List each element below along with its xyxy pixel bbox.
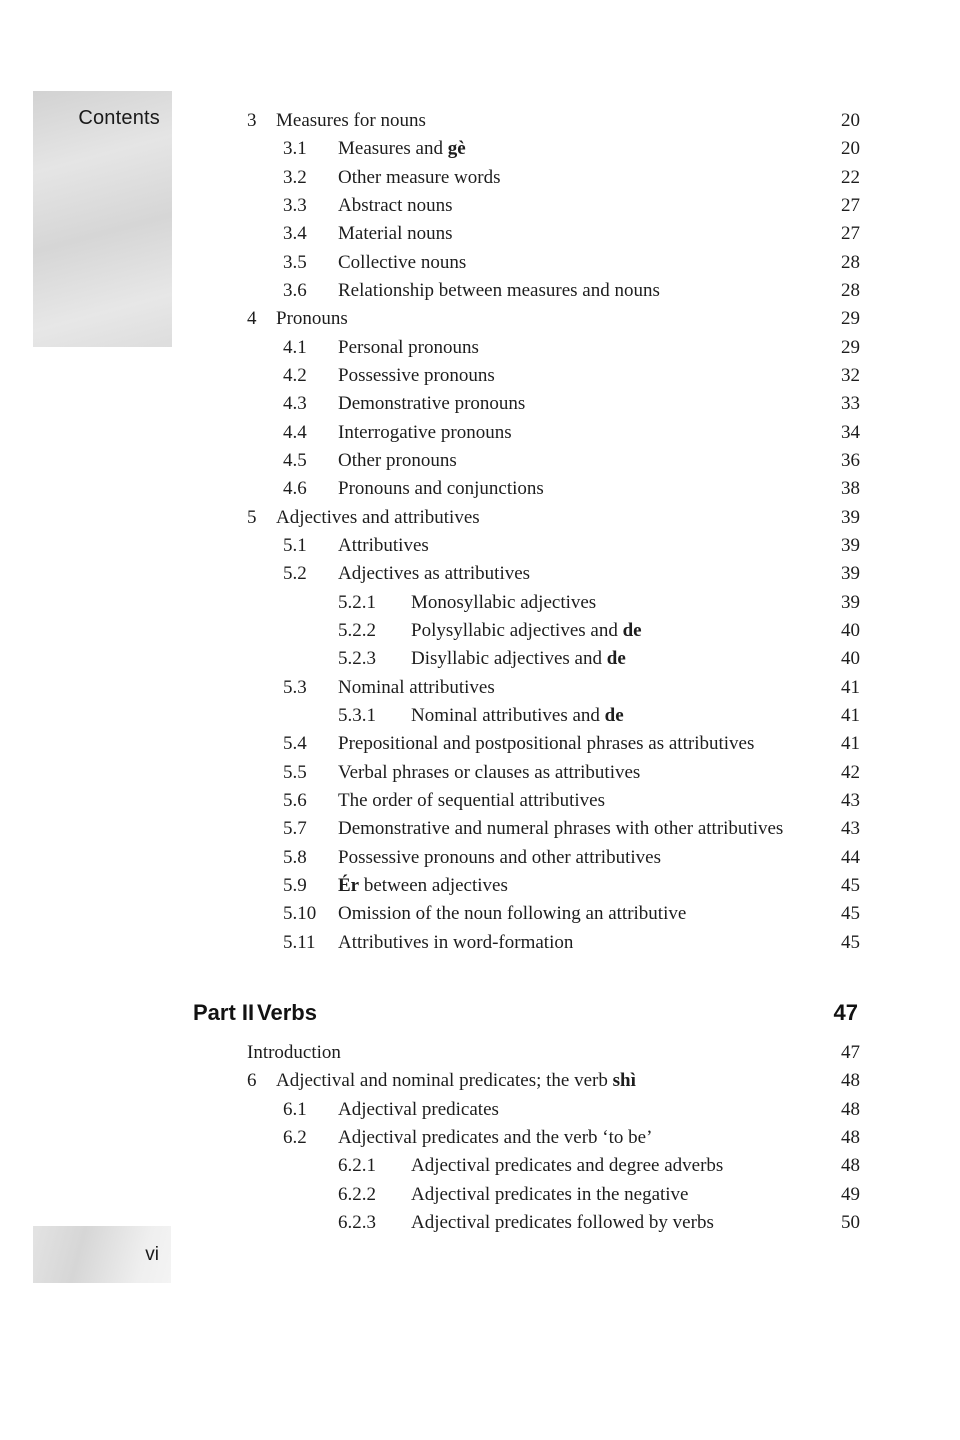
footer-page-tab-box xyxy=(33,1226,171,1283)
toc-entry xyxy=(247,220,860,248)
toc-entry-title: Measures and gè xyxy=(338,138,466,160)
toc-entry-number: 5.2 xyxy=(283,563,307,585)
toc-entry-number: 3.2 xyxy=(283,166,307,188)
toc-entry xyxy=(247,1124,860,1152)
toc-entry-page: 40 xyxy=(841,648,860,670)
toc-entry-number: 3.3 xyxy=(283,194,307,216)
toc-entry xyxy=(247,759,860,787)
toc-entry-page: 39 xyxy=(841,563,860,585)
bold-pinyin-term: Ér xyxy=(338,874,360,896)
toc-entry-page: 40 xyxy=(841,619,860,641)
toc-entry-title: Adjectival predicates followed by verbs xyxy=(411,1211,714,1233)
toc-entry xyxy=(247,447,860,475)
toc-entry-page: 39 xyxy=(841,534,860,556)
toc-entry-number: 5.5 xyxy=(283,761,307,783)
toc-entry-title: Adjectives as attributives xyxy=(338,563,531,585)
toc-entry-number: 5.3.1 xyxy=(338,704,376,726)
toc-entry-number: 3.5 xyxy=(283,251,307,273)
toc-entry xyxy=(247,107,860,135)
toc-entry-title: Nominal attributives xyxy=(338,676,495,698)
toc-entry-title: Pronouns and conjunctions xyxy=(338,478,544,500)
toc-entry xyxy=(247,419,860,447)
toc-entry-title: Collective nouns xyxy=(338,251,467,273)
toc-entry xyxy=(247,872,860,900)
toc-entry-number: 6.1 xyxy=(283,1098,307,1120)
toc-entry xyxy=(247,277,860,305)
toc-entry-title: Adjectival predicates in the negative xyxy=(411,1183,689,1205)
toc-entry-title: Other measure words xyxy=(338,166,501,188)
toc-entry-page: 43 xyxy=(841,789,860,811)
toc-entry-page: 39 xyxy=(841,506,860,528)
toc-entry-title: Nominal attributives and de xyxy=(411,704,624,726)
toc-entry-page: 29 xyxy=(841,336,860,358)
toc-entry xyxy=(247,645,860,673)
toc-entry-number: 6.2.3 xyxy=(338,1211,376,1233)
toc-entry xyxy=(247,1039,860,1067)
toc-entry-page: 34 xyxy=(841,421,860,443)
toc-entry-title: Attributives in word-formation xyxy=(338,931,574,953)
part-heading-label: Part II xyxy=(193,1000,255,1025)
toc-entry-page: 22 xyxy=(841,166,860,188)
toc-entry-number: 4 xyxy=(247,308,257,330)
toc-entry xyxy=(247,815,860,843)
toc-entry-page: 20 xyxy=(841,110,860,131)
toc-entry-page: 20 xyxy=(841,138,860,160)
toc-entry xyxy=(247,1181,860,1209)
toc-entry-title: Attributives xyxy=(338,534,429,556)
toc-entry xyxy=(247,192,860,220)
toc-entry-number: 5.6 xyxy=(283,789,307,811)
toc-entry xyxy=(247,1152,860,1180)
toc-entry xyxy=(247,1067,860,1095)
toc-entry-title: Disyllabic adjectives and de xyxy=(411,648,626,670)
toc-entry-page: 47 xyxy=(841,1042,860,1063)
toc-entry xyxy=(247,504,860,532)
toc-entry-number: 6.2 xyxy=(283,1126,307,1148)
toc-entry-title: Adjectival and nominal predicates; the verb shì xyxy=(276,1070,636,1092)
part-heading-row xyxy=(193,999,858,1026)
toc-entry-page: 45 xyxy=(841,931,860,953)
bold-pinyin-term: shì xyxy=(612,1070,636,1092)
toc-entry-page: 45 xyxy=(841,874,860,896)
toc-entry-title: Prepositional and postpositional phrases as attributives xyxy=(338,733,755,755)
toc-entry-number: 4.2 xyxy=(283,364,307,386)
toc-entry-number: 4.1 xyxy=(283,336,307,358)
toc-entry-title: Introduction xyxy=(247,1042,341,1063)
toc-entry xyxy=(247,730,860,758)
toc-entry-page: 43 xyxy=(841,818,860,840)
toc-entry-number: 6.2.2 xyxy=(338,1183,376,1205)
toc-entry-page: 42 xyxy=(841,761,860,783)
toc-entry-number: 4.3 xyxy=(283,393,307,415)
toc-entry-number: 5.2.3 xyxy=(338,648,376,670)
contents-label: Contents xyxy=(78,107,160,129)
toc-entry xyxy=(247,787,860,815)
toc-entry-number: 5.8 xyxy=(283,846,307,868)
toc-entry-page: 48 xyxy=(841,1070,860,1092)
toc-entry-page: 28 xyxy=(841,251,860,273)
toc-entry xyxy=(247,844,860,872)
toc-entry-title: Adjectival predicates xyxy=(338,1098,499,1120)
toc-entry xyxy=(247,475,860,503)
bold-pinyin-term: gè xyxy=(447,138,466,160)
toc-entry-title: Polysyllabic adjectives and de xyxy=(411,619,642,641)
toc-entry-page: 48 xyxy=(841,1098,860,1120)
toc-entry-number: 6.2.1 xyxy=(338,1155,376,1177)
toc-entry xyxy=(247,532,860,560)
page-number-label: vi xyxy=(145,1243,159,1265)
bold-pinyin-term: de xyxy=(606,648,626,670)
toc-entry xyxy=(247,674,860,702)
toc-entry-page: 50 xyxy=(841,1211,860,1233)
toc-part2-list xyxy=(247,1039,860,1237)
contents-tab-box xyxy=(33,91,172,347)
toc-entry-title: Interrogative pronouns xyxy=(338,421,512,443)
toc-entry-title: Possessive pronouns and other attributives xyxy=(338,846,661,868)
toc-entry-title: Pronouns xyxy=(276,308,348,330)
toc-entry xyxy=(247,702,860,730)
toc-entry-title: Material nouns xyxy=(338,223,453,245)
toc-entry-title: Measures for nouns xyxy=(276,110,426,131)
part-heading-page: 47 xyxy=(833,1000,858,1025)
toc-entry-number: 5.9 xyxy=(283,874,307,896)
toc-entry-number: 5 xyxy=(247,506,257,528)
toc-entry-number: 5.7 xyxy=(283,818,307,840)
toc-entry-number: 3.4 xyxy=(283,223,307,245)
bold-pinyin-term: de xyxy=(604,704,624,726)
toc-entry-page: 48 xyxy=(841,1126,860,1148)
toc-entry-title: Abstract nouns xyxy=(338,194,453,216)
toc-entry-page: 38 xyxy=(841,478,860,500)
toc-entry-page: 41 xyxy=(841,733,860,755)
toc-entry-page: 27 xyxy=(841,223,860,245)
toc-entry-number: 4.5 xyxy=(283,449,307,471)
toc-entry xyxy=(247,135,860,163)
toc-entry-title: Adjectival predicates and degree adverbs xyxy=(411,1155,724,1177)
toc-entry xyxy=(247,900,860,928)
toc-part1-list xyxy=(247,107,860,957)
toc-entry-page: 41 xyxy=(841,676,860,698)
toc-entry-title: Adjectival predicates and the verb ‘to be’ xyxy=(338,1126,653,1148)
toc-entry-title: Adjectives and attributives xyxy=(276,506,480,528)
toc-entry-page: 45 xyxy=(841,903,860,925)
toc-entry-title: Other pronouns xyxy=(338,449,457,471)
toc-entry-title: Omission of the noun following an attributive xyxy=(338,903,687,925)
toc-entry-page: 41 xyxy=(841,704,860,726)
toc-entry xyxy=(247,1096,860,1124)
toc-entry-number: 3.1 xyxy=(283,138,307,160)
toc-entry xyxy=(247,617,860,645)
toc-entry-number: 3.6 xyxy=(283,279,307,301)
toc-entry xyxy=(247,362,860,390)
toc-entry-page: 29 xyxy=(841,308,860,330)
toc-entry-number: 5.10 xyxy=(283,903,317,925)
toc-entry-title: Verbal phrases or clauses as attributives xyxy=(338,761,641,783)
toc-entry xyxy=(247,164,860,192)
toc-entry-page: 44 xyxy=(841,846,860,868)
toc-entry xyxy=(247,589,860,617)
toc-entry xyxy=(247,929,860,957)
toc-entry xyxy=(247,560,860,588)
toc-entry-page: 27 xyxy=(841,194,860,216)
bold-pinyin-term: de xyxy=(622,619,642,641)
toc-entry-page: 49 xyxy=(841,1183,860,1205)
toc-entry-number: 5.2.2 xyxy=(338,619,376,641)
toc-entry xyxy=(247,390,860,418)
toc-entry-page: 39 xyxy=(841,591,860,613)
toc-entry-page: 48 xyxy=(841,1155,860,1177)
toc-entry-title: Demonstrative pronouns xyxy=(338,393,526,415)
part-heading-title: Verbs xyxy=(257,1000,317,1025)
toc-entry-page: 36 xyxy=(841,449,860,471)
toc-entry-number: 4.6 xyxy=(283,478,307,500)
toc-entry xyxy=(247,1209,860,1237)
toc-entry xyxy=(247,305,860,333)
toc-entry-number: 5.4 xyxy=(283,733,307,755)
toc-entry-title: Personal pronouns xyxy=(338,336,479,358)
toc-entry-number: 5.1 xyxy=(283,534,307,556)
toc-entry-page: 33 xyxy=(841,393,860,415)
toc-entry-number: 5.3 xyxy=(283,676,307,698)
toc-entry-number: 6 xyxy=(247,1070,257,1092)
toc-entry-number: 4.4 xyxy=(283,421,307,443)
toc-entry-page: 32 xyxy=(841,364,860,386)
toc-entry xyxy=(247,334,860,362)
toc-entry-title: Ér between adjectives xyxy=(338,874,508,896)
toc-entry-title: The order of sequential attributives xyxy=(338,789,605,811)
toc-entry-title: Possessive pronouns xyxy=(338,364,495,386)
toc-entry-page: 28 xyxy=(841,279,860,301)
toc-entry-number: 5.2.1 xyxy=(338,591,376,613)
toc-entry xyxy=(247,249,860,277)
toc-entry-title: Demonstrative and numeral phrases with other attributives xyxy=(338,818,784,840)
toc-entry-number: 3 xyxy=(247,110,257,131)
toc-entry-title: Monosyllabic adjectives xyxy=(411,591,597,613)
toc-entry-title: Relationship between measures and nouns xyxy=(338,279,660,301)
toc-entry-number: 5.11 xyxy=(283,931,316,953)
